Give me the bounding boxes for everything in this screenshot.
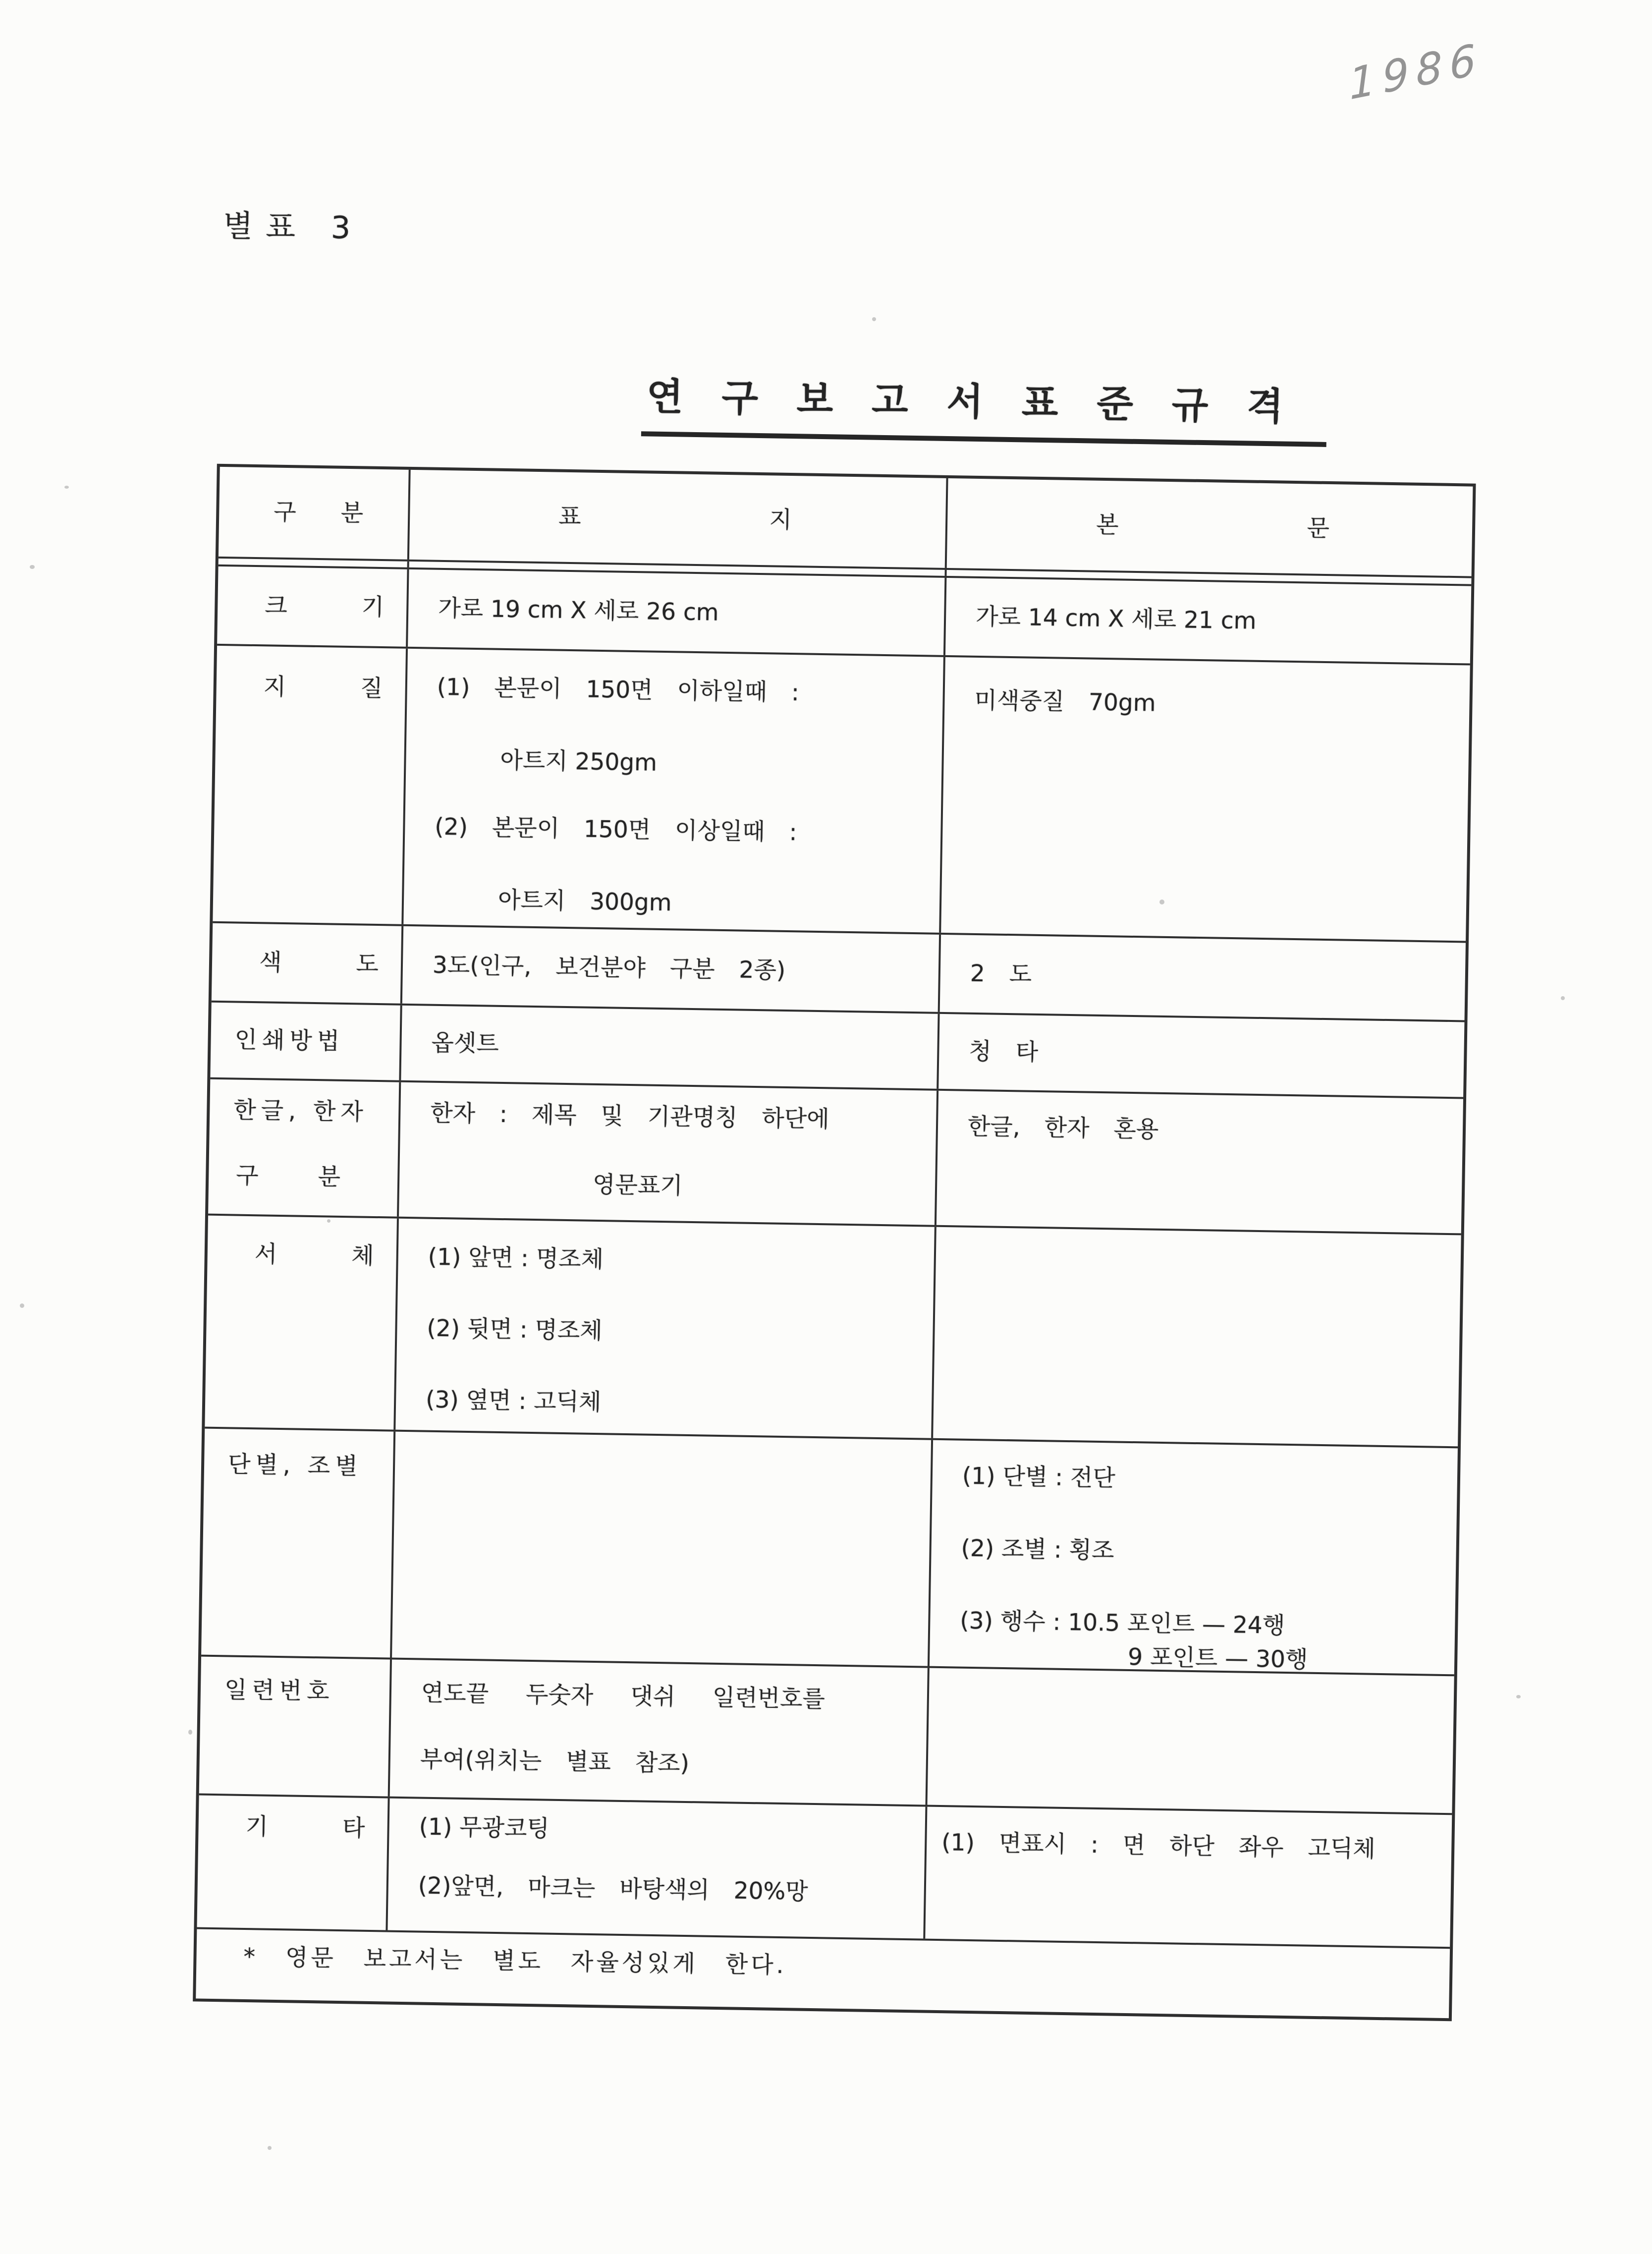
body-cell [940,935,1469,1020]
cell-line: (1) 단별 : 전단 [962,1462,1116,1492]
table-row [199,1657,1454,1815]
header-body-label: 본문 [1096,511,1518,546]
cover-cell [403,649,945,933]
cell-line: (1) 앞면 : 명조체 [428,1243,604,1274]
table-row [208,1079,1463,1236]
cell-line: 미색중질 70gm [974,686,1156,717]
row-label: 색도 [259,949,453,979]
table-row [197,1796,1452,1949]
row-label: 단별, 조별 [227,1451,363,1480]
footnote-text: * 영문 보고서는 별도 자율성있게 한다. [243,1943,787,1979]
cover-cell [408,569,946,655]
scan-speck [1159,900,1164,904]
row-label-cell [201,1429,395,1659]
scan-speck [872,317,876,321]
cell-line: 영문표기 [592,1171,683,1200]
cell-line: 한글, 한자 혼용 [967,1113,1159,1143]
row-label: 서체 [254,1240,449,1271]
cell-line: (2) 본문이 150면 이상일때 : [434,813,797,846]
cell-line: 옵셋트 [431,1029,499,1058]
row-label: 기타 [245,1813,440,1844]
scan-speck [327,1219,330,1223]
row-label-top: 한글, 한자 [233,1096,369,1126]
cover-cell [395,1219,936,1438]
header-cover-label: 표지 [558,503,981,537]
cell-line: 9 포인트 — 30행 [1127,1643,1308,1674]
page-title: 연구보고서표준규격 [641,366,1327,447]
body-cell [941,657,1473,941]
body-cell [933,1227,1464,1447]
cell-line: (1) 면표시 : 면 하단 좌우 고딕체 [941,1829,1376,1863]
table-row [201,1429,1458,1677]
header-category-cell [219,467,411,560]
table-row [205,1216,1461,1449]
cell-line: 2 도 [970,959,1032,988]
cell-line: 가로 19 cm X 세로 26 cm [438,594,719,626]
cell-line: 3도(인구, 보건분야 구분 2종) [432,951,786,984]
scan-speck [64,486,69,489]
row-label-cell [210,1003,402,1080]
body-cell [936,1091,1466,1234]
scan-speck [30,565,35,569]
body-cell [930,1440,1461,1676]
body-cell [945,578,1474,664]
cell-line: 연도끝 두숫자 댓쉬 일련번호를 [421,1679,826,1713]
cover-cell [392,1432,933,1668]
cover-cell [387,1799,927,1939]
header-category-label: 구분 [273,499,408,528]
row-label-cell [217,566,459,647]
handwritten-year: 1986 [1347,34,1484,110]
scan-speck [1561,996,1565,1000]
row-label-cell [213,646,457,924]
row-label-cell [199,1657,392,1797]
cell-line: (2) 뒷면 : 명조체 [427,1314,603,1345]
cell-line: 부여(위치는 별표 참조) [420,1746,690,1778]
cell-line: (2)앞면, 마크는 바탕색의 20%망 [418,1872,808,1906]
row-label-cell [212,923,453,1004]
table-row [213,646,1470,943]
row-label: 크기 [264,592,459,622]
cell-line: 가로 14 cm X 세로 21 cm [975,603,1257,635]
header-cover-cell [409,470,981,568]
cell-line: (2) 조별 : 횡조 [961,1534,1114,1565]
cell-line: (1) 본문이 150면 이하일때 : [437,673,800,707]
cell-line: (1) 무광코팅 [419,1813,550,1843]
header-body-cell [947,478,1518,576]
scan-speck [188,1730,192,1735]
cover-cell [390,1660,930,1805]
scan-speck [268,2146,272,2150]
row-label-cell [197,1796,440,1930]
cell-line: 아트지 250gm [500,746,658,777]
body-cell [938,1014,1467,1097]
row-label: 일련번호 [224,1676,335,1705]
attachment-label: 별표 3 [222,207,364,246]
row-label-cell [208,1079,401,1217]
cell-line: (3) 행수 : 10.5 포인트 — 24행 [959,1607,1285,1640]
cell-line: 아트지 300gm [497,886,672,917]
row-label-bottom: 구분 [235,1162,400,1192]
row-label-cell [205,1216,449,1430]
spec-table [193,464,1518,2022]
scan-speck [20,1303,24,1308]
cell-line: (3) 옆면 : 고딕체 [425,1386,602,1416]
scan-speck [1516,1695,1521,1698]
body-cell [925,1807,1455,1947]
cover-cell [401,1006,939,1089]
cover-cell [402,926,941,1012]
row-label: 지질 [263,673,457,704]
cell-line: 청 타 [968,1038,1039,1067]
body-cell [928,1668,1457,1813]
cover-cell [399,1082,938,1225]
row-label: 인쇄방법 [234,1026,345,1056]
cell-line: 한자 : 제목 및 기관명칭 하단에 [430,1099,830,1133]
